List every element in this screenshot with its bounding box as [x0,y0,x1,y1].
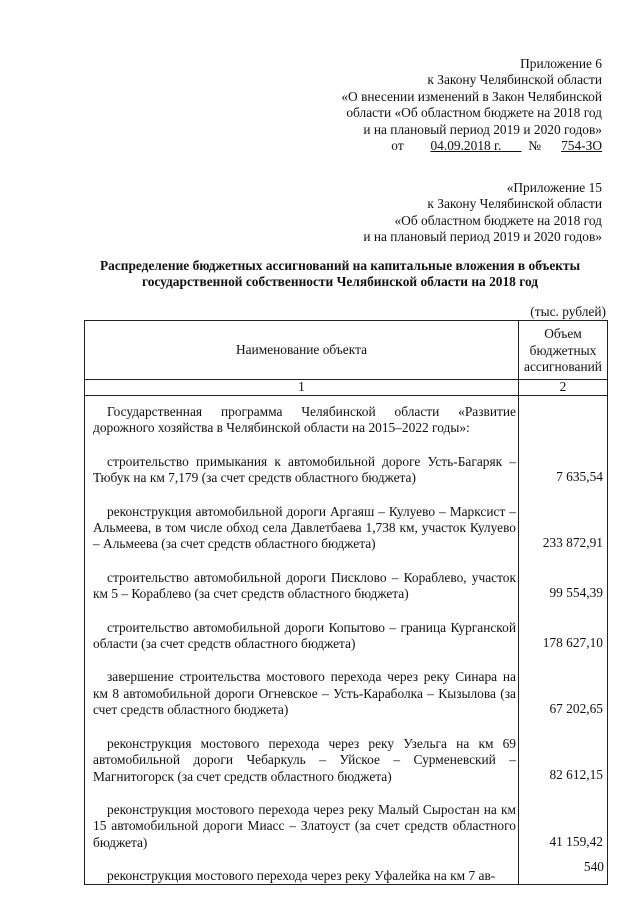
annex-6-line4: области «Об областном бюджете на 2018 год [346,105,602,121]
allocation-value: 41 159,42 [549,833,603,849]
annex-15-line4: и на плановый период 2019 и 2020 годов» [363,229,602,245]
object-name: реконструкция мостового перехода через реку Уфалейка на км 7 ав- [107,868,496,884]
object-name: реконструкция мостового перехода через реку Узельга на км 69 автомобильной дороги Чебаркуль – Уйское – Сурменевский – Магнитогорск (за счет средств областного бюджета) [93,735,516,784]
units-note: (тыс. рублей) [530,304,606,319]
annex-6-header [341,56,602,154]
allocation-value: 67 202,65 [549,701,603,717]
law-number: 754-ЗО [561,138,602,154]
table-body-row [85,396,608,885]
allocation-value: 233 872,91 [542,535,603,551]
table-header-row [85,321,608,380]
values-cell [519,396,608,885]
col-number-1: 1 [85,380,519,396]
annex-6-line5: и на плановый период 2019 и 2020 годов» [363,121,602,137]
col-header-volume: Объем бюджетных ассигнований [519,321,608,380]
annex-6-line2: к Закону Челябинской области [427,72,602,88]
allocation-value: 178 627,10 [542,634,603,650]
allocation-value: 82 612,15 [549,767,603,783]
col-header-name: Наименование объекта [85,321,519,380]
annex-15-line2: к Закону Челябинской области [427,196,602,212]
law-date: 04.09.2018 г. [430,138,502,154]
object-name: завершение строительства мостового перехода через реку Синара на км 8 автомобильной дороги Огневское – Усть-Караболка – Кызылова (за счет средств областного бюджета) [93,669,516,718]
object-name: строительство автомобильной дороги Писклово – Кораблево, участок км 5 – Кораблево (за счет средств областного бюджета) [93,569,516,602]
date-prefix: от [391,138,404,154]
annex-6-line1: Приложение 6 [520,56,602,71]
program-title: Государственная программа Челябинской области «Развитие дорожного хозяйства в Челябинской области на 2015–2022 годы»: [93,404,516,436]
object-names-cell [85,396,519,885]
allocation-value: 99 554,39 [549,585,603,601]
annex-15-header [363,180,602,246]
number-prefix: № [528,138,541,154]
object-name: реконструкция мостового перехода через реку Малый Сыростан на км 15 автомобильной дороги Миасс – Златоуст (за счет средств областного бюджета) [93,801,516,850]
col-number-2: 2 [519,380,608,396]
object-name: реконструкция автомобильной дороги Аргаяш – Кулуево – Марксист – Альмеева, в том числе обход села Давлетбаева 1,738 км, участок Кулуево – Альмеева (за счет средств областного бюджета) [93,503,516,552]
allocation-value: 7 635,54 [556,469,603,485]
title-line2: государственной собственности Челябинской области на 2018 год [141,274,539,290]
annex-15-line1: «Приложение 15 [506,180,602,195]
title-line1: Распределение бюджетных ассигнований на капитальные вложения в объекты [99,258,581,273]
annex-15-line3: «Об областном бюджете на 2018 год [394,212,602,228]
allocation-table [84,320,608,885]
object-name: строительство примыкания к автомобильной дороге Усть-Багаряк – Тюбук на км 7,179 (за счет средств областного бюджета) [93,453,516,486]
column-number-row [85,380,608,396]
document-title [60,258,620,291]
annex-6-line3: «О внесении изменений в Закон Челябинской [341,88,602,104]
page-number: 540 [583,859,604,874]
law-date-number [341,138,602,154]
object-name: строительство автомобильной дороги Копытово – граница Курганской области (за счет средств областного бюджета) [93,619,516,652]
